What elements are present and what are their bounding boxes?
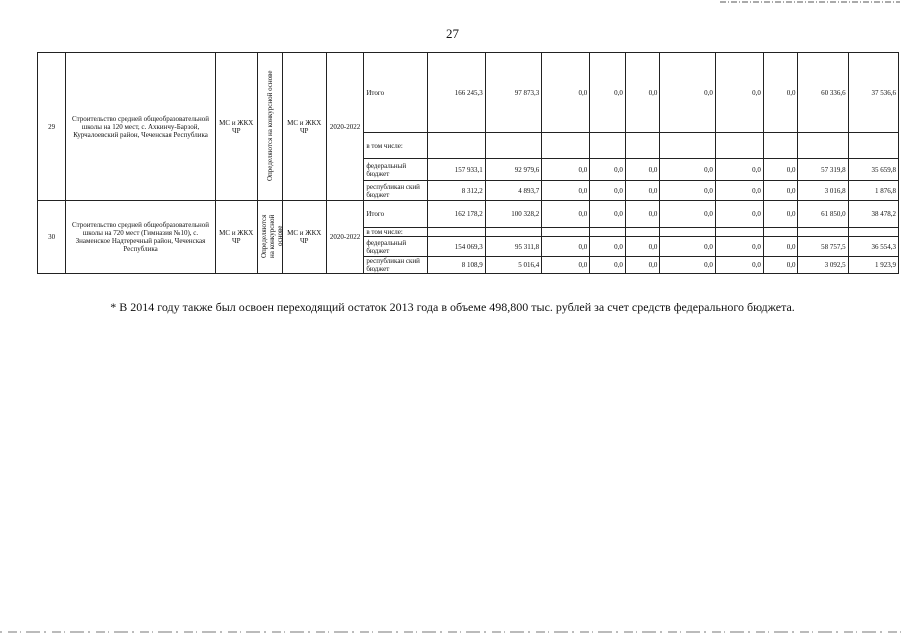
value-cell: 95 311,8 [485, 237, 541, 257]
value-cell: 157 933,1 [428, 159, 486, 181]
value-cell [763, 228, 798, 237]
value-cell: 162 178,2 [428, 201, 486, 228]
value-cell: 38 478,2 [848, 201, 898, 228]
value-cell [848, 133, 898, 159]
value-cell: 0,0 [660, 257, 715, 274]
value-cell: 0,0 [625, 201, 660, 228]
scan-artifact-top [0, 0, 905, 6]
contractor-cell [257, 53, 282, 201]
line-label: в том числе: [364, 133, 428, 159]
value-cell: 97 873,3 [485, 53, 541, 133]
value-cell [485, 228, 541, 237]
value-cell: 0,0 [715, 159, 763, 181]
value-cell: 0,0 [763, 237, 798, 257]
value-cell: 0,0 [625, 181, 660, 201]
value-cell: 0,0 [542, 181, 590, 201]
footnote: * В 2014 году также был освоен переходящий остаток 2013 года в объеме 498,800 тыс. рублей за счет средств федерального бюджета. [110, 300, 795, 314]
value-cell: 1 923,9 [848, 257, 898, 274]
customer-cell: МС и ЖКХ ЧР [215, 53, 257, 201]
developer-cell: МС и ЖКХ ЧР [282, 201, 326, 274]
value-cell: 0,0 [763, 53, 798, 133]
value-cell: 0,0 [625, 237, 660, 257]
table-row [38, 201, 899, 228]
value-cell [763, 133, 798, 159]
value-cell: 0,0 [590, 237, 626, 257]
value-cell [625, 228, 660, 237]
page-number: 27 [446, 26, 459, 41]
value-cell [848, 228, 898, 237]
value-cell [428, 133, 486, 159]
value-cell: 0,0 [715, 257, 763, 274]
value-cell: 0,0 [660, 181, 715, 201]
budget-table [37, 52, 899, 274]
value-cell: 0,0 [763, 257, 798, 274]
table-row [38, 53, 899, 133]
contractor-cell [257, 201, 282, 274]
value-cell: 57 319,8 [798, 159, 848, 181]
value-cell: 1 876,8 [848, 181, 898, 201]
value-cell: 0,0 [660, 53, 715, 133]
value-cell: 0,0 [660, 201, 715, 228]
value-cell: 35 659,8 [848, 159, 898, 181]
value-cell: 0,0 [715, 237, 763, 257]
value-cell: 92 979,6 [485, 159, 541, 181]
value-cell: 3 092,5 [798, 257, 848, 274]
value-cell: 0,0 [763, 159, 798, 181]
value-cell: 0,0 [715, 53, 763, 133]
value-cell: 0,0 [590, 159, 626, 181]
customer-cell: МС и ЖКХ ЧР [215, 201, 257, 274]
value-cell: 8 108,9 [428, 257, 486, 274]
value-cell: 3 016,8 [798, 181, 848, 201]
value-cell [715, 228, 763, 237]
value-cell: 0,0 [660, 237, 715, 257]
value-cell: 0,0 [715, 201, 763, 228]
value-cell: 154 069,3 [428, 237, 486, 257]
value-cell [715, 133, 763, 159]
value-cell: 37 536,6 [848, 53, 898, 133]
line-label: Итого [364, 201, 428, 228]
value-cell [542, 133, 590, 159]
object-name: Строительство средней общеобразовательной школы на 720 мест (Гимназия №10), с. Знаменское Надтеречный район, Чеченская Республика [66, 201, 216, 274]
value-cell: 5 016,4 [485, 257, 541, 274]
value-cell [798, 228, 848, 237]
line-label: республикан ский бюджет [364, 257, 428, 274]
value-cell [542, 228, 590, 237]
scan-artifact-bottom [0, 628, 905, 636]
contractor-text: Определяются на конкурсной основе [265, 70, 274, 181]
value-cell: 58 757,5 [798, 237, 848, 257]
value-cell: 0,0 [660, 159, 715, 181]
value-cell [660, 228, 715, 237]
developer-cell: МС и ЖКХ ЧР [282, 53, 326, 201]
value-cell [485, 133, 541, 159]
value-cell: 0,0 [763, 181, 798, 201]
value-cell: 60 336,6 [798, 53, 848, 133]
value-cell: 0,0 [625, 257, 660, 274]
value-cell: 4 893,7 [485, 181, 541, 201]
line-label: Итого [364, 53, 428, 133]
period-cell: 2020-2022 [326, 53, 364, 201]
value-cell: 0,0 [625, 159, 660, 181]
value-cell: 0,0 [590, 53, 626, 133]
value-cell: 166 245,3 [428, 53, 486, 133]
row-number: 30 [38, 201, 66, 274]
value-cell [590, 133, 626, 159]
value-cell [590, 228, 626, 237]
value-cell: 0,0 [542, 53, 590, 133]
value-cell: 36 554,3 [848, 237, 898, 257]
period-cell: 2020-2022 [326, 201, 364, 274]
value-cell [428, 228, 486, 237]
value-cell: 61 850,0 [798, 201, 848, 228]
line-label: республикан ский бюджет [364, 181, 428, 201]
value-cell: 8 312,2 [428, 181, 486, 201]
value-cell [625, 133, 660, 159]
object-name: Строительство средней общеобразовательной школы на 120 мест, с. Ахкинчу-Барзой, Курчалоевский район, Чеченская Республика [66, 53, 216, 201]
value-cell: 0,0 [625, 53, 660, 133]
value-cell: 0,0 [590, 257, 626, 274]
line-label: в том числе: [364, 228, 428, 237]
contractor-text: Определяются на конкурсной основе [259, 214, 284, 258]
line-label: федеральный бюджет [364, 159, 428, 181]
value-cell: 0,0 [590, 181, 626, 201]
value-cell [798, 133, 848, 159]
value-cell: 0,0 [542, 257, 590, 274]
line-label: федеральный бюджет [364, 237, 428, 257]
value-cell: 0,0 [542, 201, 590, 228]
row-number: 29 [38, 53, 66, 201]
value-cell: 0,0 [542, 159, 590, 181]
value-cell: 0,0 [715, 181, 763, 201]
value-cell: 0,0 [542, 237, 590, 257]
value-cell: 0,0 [590, 201, 626, 228]
value-cell [660, 133, 715, 159]
value-cell: 0,0 [763, 201, 798, 228]
value-cell: 100 328,2 [485, 201, 541, 228]
